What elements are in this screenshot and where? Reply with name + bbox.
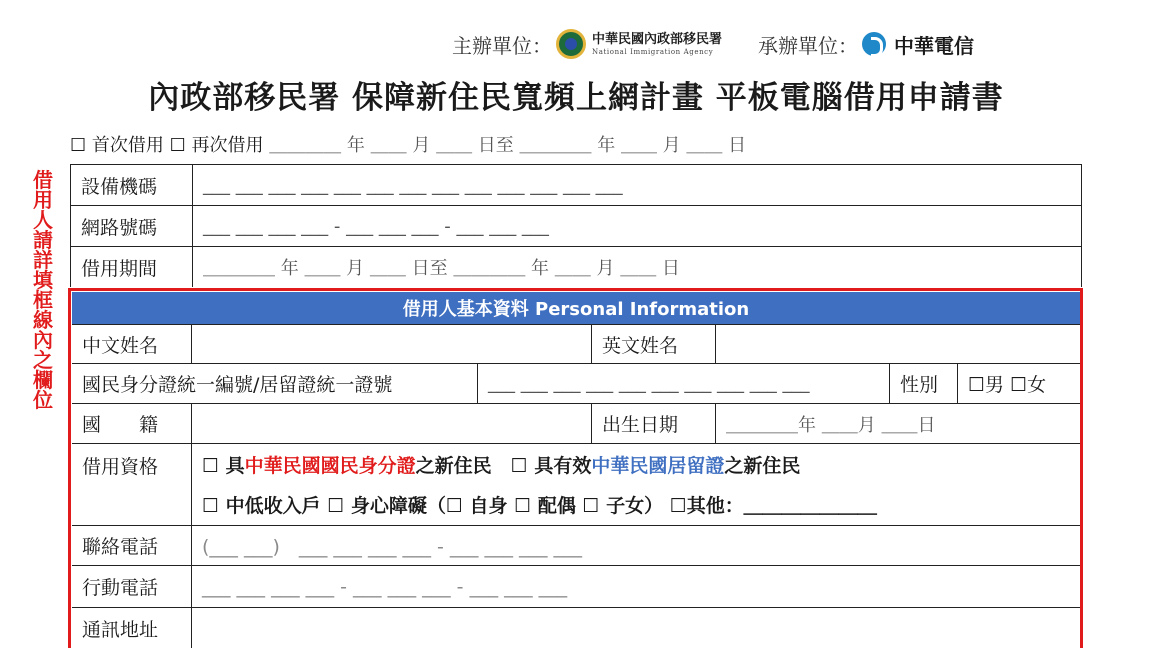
id-number-label: 國民身分證統一編號/居留證統一證號 <box>72 364 478 403</box>
agency-logo <box>592 33 722 56</box>
borrow-period-field[interactable]: ＿＿＿＿ 年 ＿＿ 月 ＿＿ 日至 ＿＿＿＿ 年 ＿＿ 月 ＿＿ 日 <box>203 258 680 279</box>
gender-label: 性別 <box>890 364 958 403</box>
chinese-name-field[interactable] <box>192 325 592 363</box>
side-instruction: 借用人請詳填框線內之欄位 <box>33 168 53 412</box>
table-row <box>72 404 1080 444</box>
table-row <box>71 206 1081 247</box>
contractor-label: 承辦單位： <box>758 33 859 58</box>
address-label: 通訊地址 <box>72 608 192 648</box>
borrow-type-line <box>70 131 1090 157</box>
personal-info-table <box>72 292 1080 648</box>
table-row <box>72 324 1080 364</box>
mobile-label: 行動電話 <box>72 566 192 607</box>
table-row <box>72 608 1080 648</box>
id-number-field[interactable]: ___ ___ ___ ___ ___ ___ ___ ___ ___ ___ <box>478 364 890 403</box>
eligibility-line-2[interactable]: ☐ 中低收入戶 ☐ 身心障礙（☐ 自身 ☐ 配偶 ☐ 子女） ☐其他：＿＿＿＿＿＿＿ <box>202 495 877 518</box>
form-title: 內政部移民署 保障新住民寬頻上網計畫 平板電腦借用申請書 <box>148 80 1004 116</box>
english-name-field[interactable] <box>716 325 1080 363</box>
eligibility-label: 借用資格 <box>72 444 192 525</box>
device-table <box>70 164 1082 287</box>
personal-info-header: 借用人基本資料 Personal Information <box>72 292 1080 324</box>
borrow-again-dates[interactable]: ＿＿＿＿ 年 ＿＿ 月 ＿＿ 日至 ＿＿＿＿ 年 ＿＿ 月 ＿＿ 日 <box>269 135 747 156</box>
mobile-field[interactable]: ___ ___ ___ ___ - ___ ___ ___ - ___ ___ ___ <box>202 575 568 598</box>
table-row <box>72 444 1080 526</box>
agency-name-zh: 中華民國內政部移民署 <box>592 31 723 47</box>
borrow-again-checkbox[interactable]: ☐ 再次借用 <box>169 135 264 156</box>
birth-date-field[interactable]: ＿＿＿＿年 ＿＿月 ＿＿日 <box>726 414 936 436</box>
table-row <box>71 165 1081 206</box>
organizer-line <box>452 28 1092 60</box>
nationality-label: 國 籍 <box>72 404 192 443</box>
nationality-field[interactable] <box>192 404 592 443</box>
eligibility-options <box>192 444 1080 525</box>
table-row <box>71 247 1081 287</box>
eligibility-line-1[interactable]: ☐ 具中華民國國民身分證之新住民 ☐ 具有效中華民國居留證之新住民 <box>202 454 801 477</box>
borrow-period-label: 借用期間 <box>71 247 193 287</box>
contractor-name: 中華電信 <box>894 33 975 58</box>
address-field[interactable] <box>192 608 1080 648</box>
chinese-name-label: 中文姓名 <box>72 325 192 363</box>
device-code-field[interactable]: ___ ___ ___ ___ ___ ___ ___ ___ ___ ___ ___ ___ ___ <box>203 174 623 196</box>
gender-options[interactable]: ☐男 ☐女 <box>968 374 1047 396</box>
table-row <box>72 526 1080 566</box>
immigration-agency-seal-icon <box>556 29 586 59</box>
chunghwa-telecom-logo-icon <box>862 32 886 56</box>
table-row <box>72 364 1080 404</box>
device-code-label: 設備機碼 <box>71 165 193 205</box>
agency-name-en: National Immigration Agency <box>592 47 714 56</box>
first-time-checkbox[interactable]: ☐ 首次借用 <box>70 135 164 156</box>
phone-field[interactable]: (___ ___) ___ ___ ___ ___ - ___ ___ ___ ___ <box>202 536 583 558</box>
network-number-label: 網路號碼 <box>71 206 193 246</box>
network-number-field[interactable]: ___ ___ ___ ___ - ___ ___ ___ - ___ ___ ___ <box>203 215 549 237</box>
birth-date-label: 出生日期 <box>592 404 716 443</box>
phone-label: 聯絡電話 <box>72 526 192 565</box>
organizer-label: 主辦單位： <box>452 33 552 58</box>
english-name-label: 英文姓名 <box>592 325 716 363</box>
table-row <box>72 566 1080 608</box>
